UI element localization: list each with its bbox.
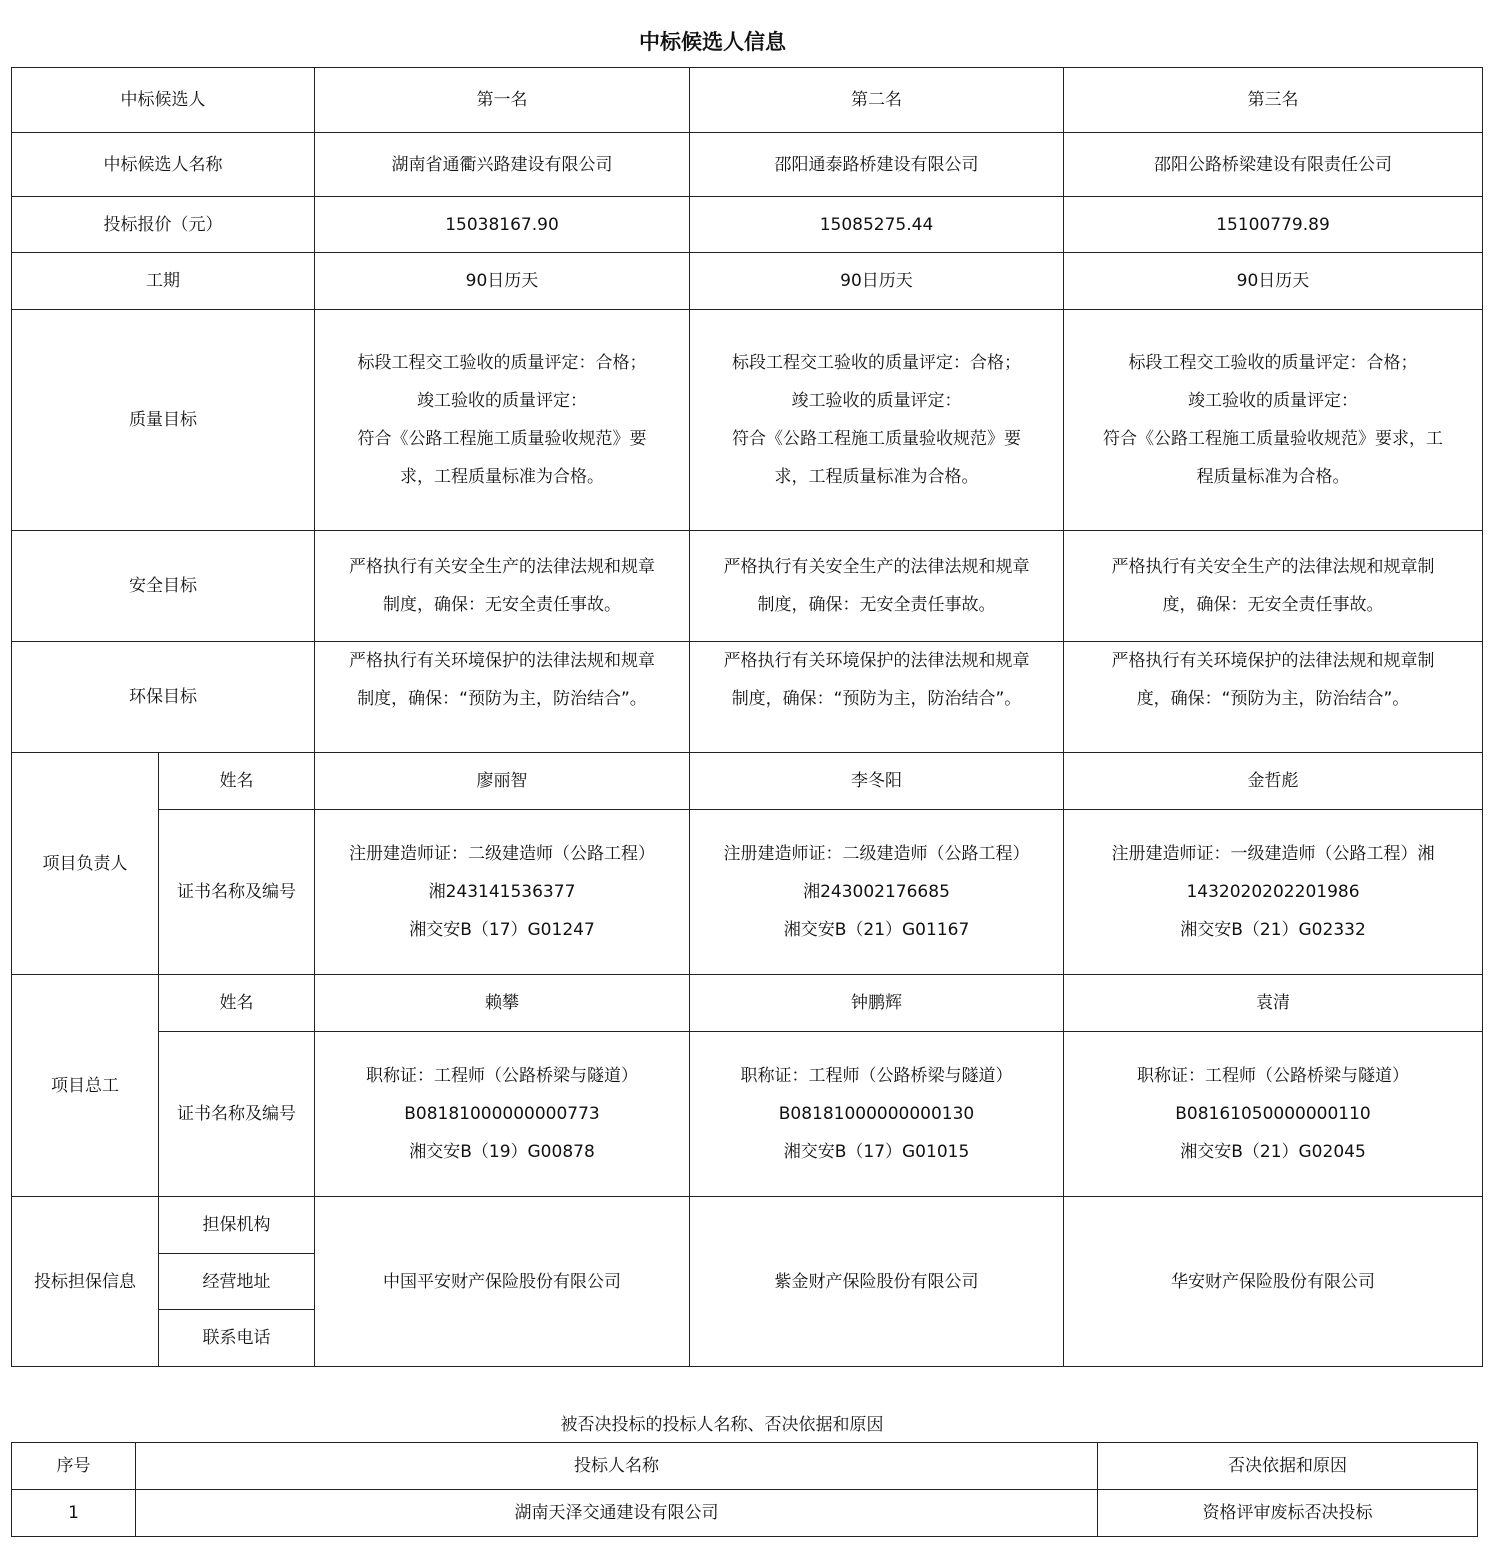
page-title: 中标候选人信息 bbox=[639, 30, 786, 54]
quality-3-line-4: 程质量标准为合格。 bbox=[1196, 467, 1350, 487]
rejected-index: 1 bbox=[12, 1490, 136, 1537]
quality-3-line-2: 竣工验收的质量评定： bbox=[1188, 391, 1358, 411]
row-label-duration: 工期 bbox=[12, 253, 315, 310]
env-3-line-2: 度，确保：“预防为主，防治结合”。 bbox=[1136, 689, 1410, 709]
te-name-label: 姓名 bbox=[159, 975, 315, 1032]
env-goal-2 bbox=[690, 642, 1064, 753]
rejected-caption: 被否决投标的投标人名称、否决依据和原因 bbox=[560, 1415, 884, 1435]
row-label-name: 中标候选人名称 bbox=[12, 133, 315, 197]
te-cert-3-line-1: 职称证：工程师（公路桥梁与隧道） bbox=[1137, 1066, 1409, 1086]
guarantor-1: 中国平安财产保险股份有限公司 bbox=[315, 1197, 690, 1367]
env-1-line-2: 制度，确保：“预防为主，防治结合”。 bbox=[357, 689, 647, 709]
safety-goal-2 bbox=[690, 531, 1064, 642]
quality-2-line-2: 竣工验收的质量评定： bbox=[791, 391, 962, 411]
safety-goal-1 bbox=[315, 531, 690, 642]
guarantee-sub-org: 担保机构 bbox=[159, 1197, 315, 1254]
row-label-env: 环保目标 bbox=[12, 642, 315, 753]
safety-1-line-1: 严格执行有关安全生产的法律法规和规章 bbox=[349, 557, 655, 577]
pm-cert-3-line-1: 注册建造师证：一级建造师（公路工程）湘 bbox=[1111, 844, 1435, 864]
pm-cert-2-line-1: 注册建造师证：二级建造师（公路工程） bbox=[723, 844, 1030, 864]
te-cert-3-line-3: 湘交安B（21）G02045 bbox=[1180, 1142, 1366, 1162]
pm-cert-1-line-3: 湘交安B（17）G01247 bbox=[409, 920, 595, 940]
safety-3-line-1: 严格执行有关安全生产的法律法规和规章制 bbox=[1111, 557, 1435, 577]
row-label-safety: 安全目标 bbox=[12, 531, 315, 642]
pm-name-label: 姓名 bbox=[159, 753, 315, 810]
quality-1-line-4: 求，工程质量标准为合格。 bbox=[400, 467, 604, 487]
table-row bbox=[12, 1443, 1478, 1490]
rejected-reason: 资格评审废标否决投标 bbox=[1098, 1490, 1478, 1537]
pm-cert-1-line-1: 注册建造师证：二级建造师（公路工程） bbox=[349, 844, 655, 864]
pm-cert-3-line-3: 湘交安B（21）G02332 bbox=[1180, 920, 1366, 940]
env-2-line-2: 制度，确保：“预防为主，防治结合”。 bbox=[731, 689, 1022, 709]
pm-name-1: 廖丽智 bbox=[315, 753, 690, 810]
te-cert-label: 证书名称及编号 bbox=[159, 1032, 315, 1197]
quality-2-line-4: 求，工程质量标准为合格。 bbox=[774, 467, 979, 487]
bid-price-2: 15085275.44 bbox=[690, 197, 1064, 253]
candidate-name-2: 邵阳通泰路桥建设有限公司 bbox=[690, 133, 1064, 197]
rank-3: 第三名 bbox=[1064, 68, 1483, 133]
row-label-guarantee: 投标担保信息 bbox=[12, 1197, 159, 1367]
duration-1: 90日历天 bbox=[315, 253, 690, 310]
quality-1-line-3: 符合《公路工程施工质量验收规范》要 bbox=[357, 429, 647, 449]
table-row-header bbox=[12, 68, 1483, 133]
pm-cert-2 bbox=[690, 810, 1064, 975]
env-1-line-1: 严格执行有关环境保护的法律法规和规章 bbox=[349, 651, 655, 671]
quality-3-line-3: 符合《公路工程施工质量验收规范》要求，工 bbox=[1103, 429, 1443, 449]
safety-goal-3 bbox=[1064, 531, 1483, 642]
rejected-table bbox=[11, 1442, 1478, 1537]
duration-2: 90日历天 bbox=[690, 253, 1064, 310]
pm-cert-3 bbox=[1064, 810, 1483, 975]
env-3-line-1: 严格执行有关环境保护的法律法规和规章制 bbox=[1111, 651, 1435, 671]
pm-cert-2-line-2: 湘243002176685 bbox=[803, 882, 950, 902]
te-name-3: 袁清 bbox=[1064, 975, 1483, 1032]
te-cert-1-line-3: 湘交安B（19）G00878 bbox=[409, 1142, 595, 1162]
pm-cert-1 bbox=[315, 810, 690, 975]
candidate-name-3: 邵阳公路桥梁建设有限责任公司 bbox=[1064, 133, 1483, 197]
row-label-quality: 质量目标 bbox=[12, 310, 315, 531]
quality-1-line-1: 标段工程交工验收的质量评定：合格； bbox=[357, 353, 647, 373]
guarantor-3: 华安财产保险股份有限公司 bbox=[1064, 1197, 1483, 1367]
bid-price-1: 15038167.90 bbox=[315, 197, 690, 253]
rank-1: 第一名 bbox=[315, 68, 690, 133]
te-cert-1 bbox=[315, 1032, 690, 1197]
quality-goal-1 bbox=[315, 310, 690, 531]
te-cert-2 bbox=[690, 1032, 1064, 1197]
te-cert-1-line-1: 职称证：工程师（公路桥梁与隧道） bbox=[366, 1066, 638, 1086]
rejected-header-reason: 否决依据和原因 bbox=[1098, 1443, 1478, 1490]
header-label: 中标候选人 bbox=[12, 68, 315, 133]
table-row-safety bbox=[12, 531, 1483, 642]
table-row-te-cert bbox=[12, 1032, 1483, 1197]
safety-1-line-2: 制度，确保：无安全责任事故。 bbox=[383, 595, 621, 615]
te-cert-2-line-2: B08181000000000130 bbox=[778, 1104, 975, 1124]
rejected-bidder-name: 湖南天泽交通建设有限公司 bbox=[136, 1490, 1098, 1537]
pm-name-3: 金哲彪 bbox=[1064, 753, 1483, 810]
quality-goal-3 bbox=[1064, 310, 1483, 531]
table-row-pm-cert bbox=[12, 810, 1483, 975]
rank-2: 第二名 bbox=[690, 68, 1064, 133]
quality-1-line-2: 竣工验收的质量评定： bbox=[417, 391, 587, 411]
duration-3: 90日历天 bbox=[1064, 253, 1483, 310]
row-label-te: 项目总工 bbox=[12, 975, 159, 1197]
pm-cert-2-line-3: 湘交安B（21）G01167 bbox=[783, 920, 970, 940]
candidate-table bbox=[11, 67, 1483, 1367]
te-name-2: 钟鹏辉 bbox=[690, 975, 1064, 1032]
env-2-line-1: 严格执行有关环境保护的法律法规和规章 bbox=[723, 651, 1030, 671]
quality-2-line-1: 标段工程交工验收的质量评定：合格； bbox=[732, 353, 1021, 373]
te-cert-3 bbox=[1064, 1032, 1483, 1197]
row-label-price: 投标报价（元） bbox=[12, 197, 315, 253]
te-cert-1-line-2: B08181000000000773 bbox=[404, 1104, 600, 1124]
table-row-env bbox=[12, 642, 1483, 753]
pm-name-2: 李冬阳 bbox=[690, 753, 1064, 810]
table-row-price bbox=[12, 197, 1483, 253]
quality-2-line-3: 符合《公路工程施工质量验收规范》要 bbox=[732, 429, 1021, 449]
safety-2-line-1: 严格执行有关安全生产的法律法规和规章 bbox=[723, 557, 1030, 577]
pm-cert-1-line-2: 湘243141536377 bbox=[428, 882, 576, 902]
table-row bbox=[12, 1490, 1478, 1537]
table-row-quality bbox=[12, 310, 1483, 531]
table-row-pm-name bbox=[12, 753, 1483, 810]
candidate-name-1: 湖南省通衢兴路建设有限公司 bbox=[315, 133, 690, 197]
bid-price-3: 15100779.89 bbox=[1064, 197, 1483, 253]
rejected-header-index: 序号 bbox=[12, 1443, 136, 1490]
guarantee-sub-address: 经营地址 bbox=[159, 1254, 315, 1310]
safety-3-line-2: 度，确保：无安全责任事故。 bbox=[1162, 595, 1384, 615]
guarantee-sub-phone: 联系电话 bbox=[159, 1310, 315, 1367]
te-cert-3-line-2: B08161050000000110 bbox=[1175, 1104, 1371, 1124]
env-goal-3 bbox=[1064, 642, 1483, 753]
te-cert-2-line-1: 职称证：工程师（公路桥梁与隧道） bbox=[740, 1066, 1013, 1086]
pm-cert-label: 证书名称及编号 bbox=[159, 810, 315, 975]
guarantor-2: 紫金财产保险股份有限公司 bbox=[690, 1197, 1064, 1367]
quality-goal-2 bbox=[690, 310, 1064, 531]
pm-cert-3-line-2: 1432020202201986 bbox=[1186, 882, 1360, 902]
table-row-name bbox=[12, 133, 1483, 197]
env-goal-1 bbox=[315, 642, 690, 753]
table-row-duration bbox=[12, 253, 1483, 310]
te-cert-2-line-3: 湘交安B（17）G01015 bbox=[783, 1142, 970, 1162]
te-name-1: 赖攀 bbox=[315, 975, 690, 1032]
safety-2-line-2: 制度，确保：无安全责任事故。 bbox=[757, 595, 996, 615]
rejected-header-name: 投标人名称 bbox=[136, 1443, 1098, 1490]
table-row-te-name bbox=[12, 975, 1483, 1032]
quality-3-line-1: 标段工程交工验收的质量评定：合格； bbox=[1128, 353, 1418, 373]
row-label-pm: 项目负责人 bbox=[12, 753, 159, 975]
table-row-guarantee-1 bbox=[12, 1197, 1483, 1254]
